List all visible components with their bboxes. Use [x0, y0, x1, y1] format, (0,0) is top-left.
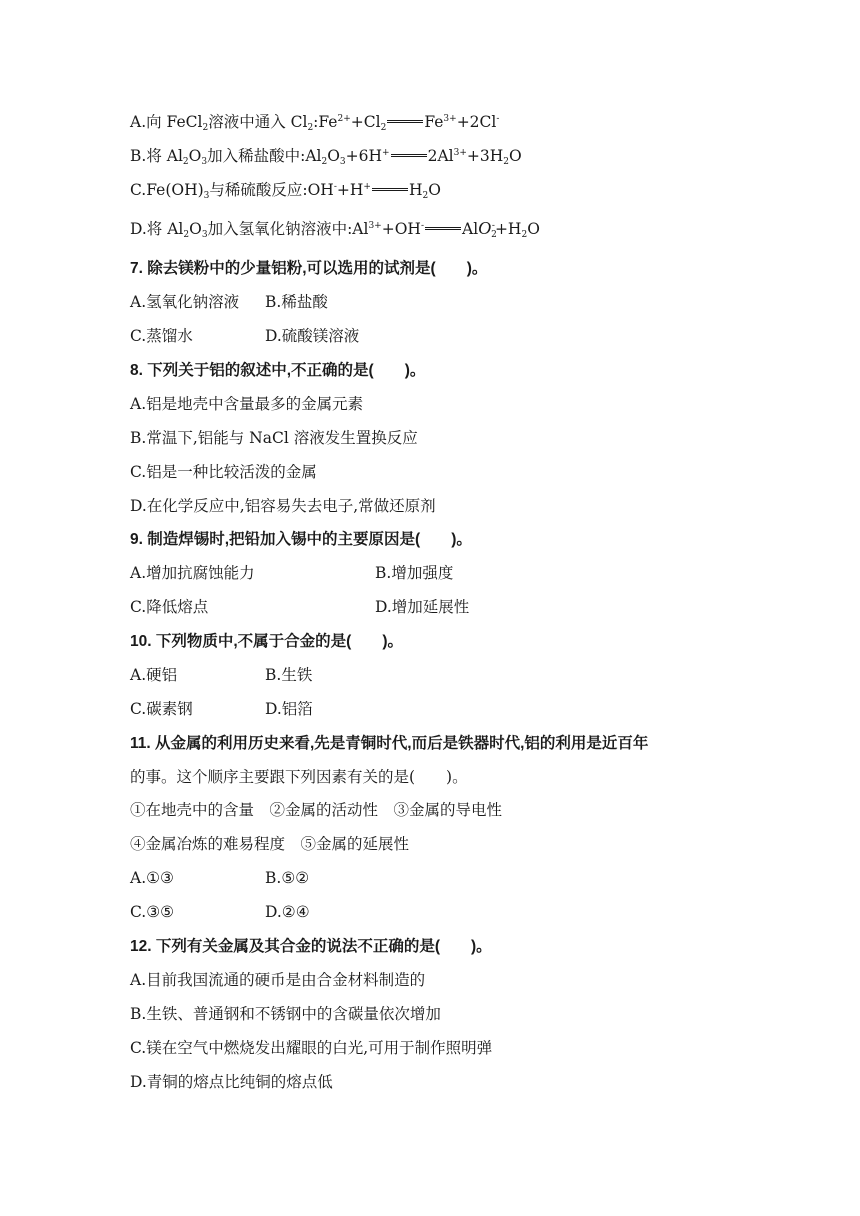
q11-option-d: D.②④	[265, 903, 310, 921]
q12-option-c: C.镁在空气中燃烧发出耀眼的白光,可用于制作照明弹	[130, 1039, 493, 1057]
q12-option-a: A.目前我国流通的硬币是由合金材料制造的	[130, 971, 426, 989]
q10-stem: 10. 下列物质中,不属于合金的是( )。	[130, 633, 403, 650]
equals-sign	[372, 188, 408, 191]
q9-option-c: C.降低熔点	[130, 598, 209, 616]
q6-option-b: B.将 $Al_2O_3$加入稀盐酸中$:Al_2O_3+6H^+$ $2Al^{3+}+3H_2O$	[130, 147, 522, 167]
q8-option-a: A.铝是地壳中含量最多的金属元素	[130, 395, 364, 413]
q9-option-d: D.增加延展性	[375, 598, 470, 616]
q6-option-d: D.将 $Al_2O_3$加入氢氧化钠溶液中$:Al^{3+}+OH^-$ $AlO_2^-+H_2O$	[130, 218, 540, 240]
q11-option-c: C.③⑤	[130, 903, 175, 921]
q9-option-b: B.增加强度	[375, 564, 454, 582]
q8-option-c: C.铝是一种比较活泼的金属	[130, 463, 317, 481]
q11-factors-line1: ①在地壳中的含量 ②金属的活动性 ③金属的导电性	[130, 801, 503, 819]
q6-option-a: A.向 FeCl$_2$溶液中通入 $Cl_2:Fe^{2+}+Cl_2$ $Fe^{3+}+2Cl^-$	[130, 113, 500, 133]
q11-stem-line1: 11. 从金属的利用历史来看,先是青铜时代,而后是铁器时代,铝的利用是近百年	[130, 735, 649, 752]
q7-option-d: D.硫酸镁溶液	[265, 327, 360, 345]
q9-option-a: A.增加抗腐蚀能力	[130, 564, 255, 582]
q8-stem: 8. 下列关于铝的叙述中,不正确的是( )。	[130, 362, 426, 379]
q10-option-d: D.铝箔	[265, 700, 313, 718]
q7-option-b: B.稀盐酸	[265, 293, 328, 311]
equals-sign	[391, 154, 427, 157]
q12-option-b: B.生铁、普通钢和不锈钢中的含碳量依次增加	[130, 1005, 441, 1023]
q12-option-d: D.青铜的熔点比纯铜的熔点低	[130, 1073, 333, 1091]
q6-option-c: $C.Fe(OH)_3$与稀硫酸反应:OH-+H+ $H_2O$	[130, 181, 441, 201]
q12-stem: 12. 下列有关金属及其合金的说法不正确的是( )。	[130, 938, 492, 955]
q11-option-b: B.⑤②	[265, 869, 310, 887]
q10-option-b: B.生铁	[265, 666, 313, 684]
q11-stem-line2: 的事。这个顺序主要跟下列因素有关的是( )。	[130, 768, 468, 786]
equals-sign	[387, 120, 423, 123]
q7-option-c: C.蒸馏水	[130, 327, 193, 345]
q11-option-a: A.①③	[130, 869, 174, 887]
q11-factors-line2: ④金属冶炼的难易程度 ⑤金属的延展性	[130, 835, 410, 853]
equals-sign	[425, 227, 461, 230]
q8-option-d: D.在化学反应中,铝容易失去电子,常做还原剂	[130, 497, 436, 515]
q10-option-a: A.硬铝	[130, 666, 178, 684]
q8-option-b: B.常温下,铝能与 NaCl 溶液发生置换反应	[130, 429, 418, 447]
q7-stem: 7. 除去镁粉中的少量铝粉,可以选用的试剂是( )。	[130, 260, 488, 277]
q10-option-c: C.碳素钢	[130, 700, 193, 718]
q9-stem: 9. 制造焊锡时,把铅加入锡中的主要原因是( )。	[130, 531, 472, 548]
q7-option-a: A.氢氧化钠溶液	[130, 293, 240, 311]
